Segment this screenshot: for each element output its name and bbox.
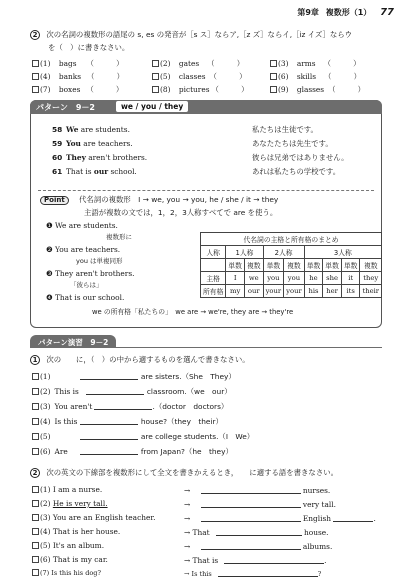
answer-blank[interactable] [224, 556, 324, 564]
list-item[interactable]: (4) Is this house?（they their） [32, 417, 223, 425]
chapter-title: 複数形（1） [325, 8, 372, 17]
example-row: 59 You are teachers. [52, 139, 133, 148]
answer-blank[interactable] [80, 417, 138, 425]
table-row: 単数 複数 単数 複数 単数 単数 単数 複数 [201, 259, 382, 272]
pronoun-table [200, 232, 382, 298]
example-row: 61 That is our school. [52, 167, 137, 176]
q2-top-instruction: 2 次の名詞の複数形の語尾の s, es の発音が［s ス］ならア,［z ズ］ならイ,［iz イズ］ならウ [30, 30, 352, 40]
list-item[interactable]: (2) He is very tall. [32, 500, 108, 507]
note-1-sub: 複数形に [106, 233, 132, 241]
checkbox-icon[interactable] [32, 86, 39, 93]
q2-top-instruction-2: を（ ）に書きなさい。 [48, 43, 130, 52]
answer-blank[interactable] [201, 542, 301, 550]
list-item[interactable]: (6) That is my car. [32, 556, 108, 563]
rewrite-line[interactable]: → Is this ? [184, 570, 322, 578]
list-item[interactable]: (8) pictures （ ） [152, 86, 248, 93]
checkbox-icon[interactable] [270, 60, 277, 67]
list-item[interactable]: (6) skills （ ） [270, 73, 361, 80]
checkbox-icon[interactable] [32, 528, 39, 535]
drill-q1-instruction: 1 次の に，（ ）の中から適するものを選んで書きなさい。 [30, 355, 250, 365]
answer-blank[interactable] [80, 432, 138, 440]
rewrite-line[interactable]: → That is . [184, 556, 327, 565]
list-item[interactable]: (4) banks （ ） [32, 73, 124, 80]
rewrite-line[interactable]: → English . [184, 514, 376, 523]
list-item[interactable]: (5) are college students.（I We） [32, 432, 254, 440]
list-item[interactable]: (1) are sisters.（She They） [32, 372, 236, 380]
checkbox-icon[interactable] [32, 556, 39, 563]
list-item[interactable]: (5) It's an album. [32, 542, 104, 549]
example-row: 58 We are students. [52, 125, 130, 134]
pattern-label: パターン 9－2 [36, 103, 95, 112]
list-item[interactable]: (2) gates （ ） [152, 60, 244, 67]
list-item[interactable]: (7) boxes （ ） [32, 86, 123, 93]
question-number-badge: 2 [30, 30, 40, 40]
question-number-badge: 2 [30, 468, 40, 478]
list-item[interactable]: (9) glasses （ ） [270, 86, 365, 93]
answer-blank[interactable] [80, 447, 138, 455]
answer-blank[interactable] [201, 486, 301, 494]
question-number-badge: 1 [30, 355, 40, 365]
checkbox-icon[interactable] [32, 418, 39, 425]
example-translation: あれは私たちの学校です。 [252, 167, 341, 176]
checkbox-icon[interactable] [32, 542, 39, 549]
checkbox-icon[interactable] [32, 500, 39, 507]
example-translation: 彼らは兄弟ではありません。 [252, 153, 349, 162]
checkbox-icon[interactable] [152, 73, 159, 80]
checkbox-icon[interactable] [32, 514, 39, 521]
example-translation: 私たちは生徒です。 [252, 125, 318, 134]
page-number: 77 [380, 7, 394, 18]
pattern-title: we / you / they [116, 101, 188, 112]
list-item[interactable]: (2) This is classroom.（we our） [32, 387, 232, 395]
drill-q2-instruction: 2 次の英文の下線部を複数形にして全文を書きかえるとき， に適する語を書きなさい。 [30, 468, 338, 478]
list-item[interactable]: (3) You aren't .（doctor doctors） [32, 402, 228, 410]
table-row: 主格 I we you you he she it they [201, 272, 382, 285]
note-2: ❷ You are teachers. [46, 245, 121, 254]
example-row: 60 They aren't brothers. [52, 153, 148, 162]
page-header [297, 8, 394, 18]
checkbox-icon[interactable] [32, 403, 39, 410]
point-line-1: Point 代名詞の複数形 I → we, you → you, he / she / it → they [40, 196, 278, 205]
rewrite-line[interactable]: → very tall. [184, 500, 336, 509]
answer-blank[interactable] [201, 500, 301, 508]
table-row: 人称 1人称 2人称 3人称 [201, 246, 382, 259]
list-item[interactable]: (4) That is her house. [32, 528, 120, 535]
checkbox-icon[interactable] [32, 486, 39, 493]
note-4-sub: we の所有格「私たちの」 we are → we're, they are → they're [92, 308, 294, 316]
point-tag: Point [40, 196, 69, 205]
drill-header [30, 335, 116, 347]
answer-blank[interactable] [94, 402, 152, 410]
checkbox-icon[interactable] [32, 569, 39, 576]
answer-blank[interactable] [201, 514, 301, 522]
checkbox-icon[interactable] [152, 86, 159, 93]
answer-blank[interactable] [216, 528, 302, 536]
answer-blank[interactable] [218, 569, 318, 577]
list-item[interactable]: (3) You are an English teacher. [32, 514, 155, 521]
list-item[interactable]: (1) bags （ ） [32, 60, 123, 67]
chapter-label: 第9章 [297, 8, 319, 17]
example-translation: あなたたちは先生です。 [252, 139, 333, 148]
drill-divider [30, 347, 382, 348]
rewrite-line[interactable]: → That house. [184, 528, 329, 537]
checkbox-icon[interactable] [270, 86, 277, 93]
checkbox-icon[interactable] [270, 73, 277, 80]
checkbox-icon[interactable] [32, 433, 39, 440]
point-line-2: 主語が複数の文では，1，2，3人称すべてで are を使う。 [84, 208, 278, 217]
note-4: ❹ That is our school. [46, 293, 125, 302]
pattern-header [30, 100, 382, 114]
list-item[interactable]: (5) classes （ ） [152, 73, 246, 80]
checkbox-icon[interactable] [32, 373, 39, 380]
rewrite-line[interactable]: → nurses. [184, 486, 331, 495]
note-2-sub: you は単複同形 [76, 257, 123, 265]
checkbox-icon[interactable] [32, 73, 39, 80]
checkbox-icon[interactable] [152, 60, 159, 67]
note-1: ❶ We are students. [46, 221, 118, 230]
drill-label: パターン演習 9－2 [38, 338, 109, 347]
checkbox-icon[interactable] [32, 60, 39, 67]
note-3-sub: 「彼らは」 [70, 281, 103, 289]
list-item[interactable]: (7) Is this his dog? [32, 569, 101, 577]
answer-blank[interactable] [86, 387, 144, 395]
checkbox-icon[interactable] [32, 388, 39, 395]
rewrite-line[interactable]: → albums. [184, 542, 333, 551]
answer-blank[interactable] [80, 372, 138, 380]
list-item[interactable]: (3) arms （ ） [270, 60, 361, 67]
note-3: ❸ They aren't brothers. [46, 269, 135, 278]
list-item[interactable]: (1) I am a nurse. [32, 486, 102, 493]
list-item[interactable]: (6) Are from Japan?（he they） [32, 447, 233, 455]
table-caption: 代名詞の主格と所有格のまとめ [201, 233, 382, 246]
checkbox-icon[interactable] [32, 448, 39, 455]
table-row: 所有格 my our your your his her its their [201, 285, 382, 298]
answer-blank[interactable] [333, 514, 373, 522]
